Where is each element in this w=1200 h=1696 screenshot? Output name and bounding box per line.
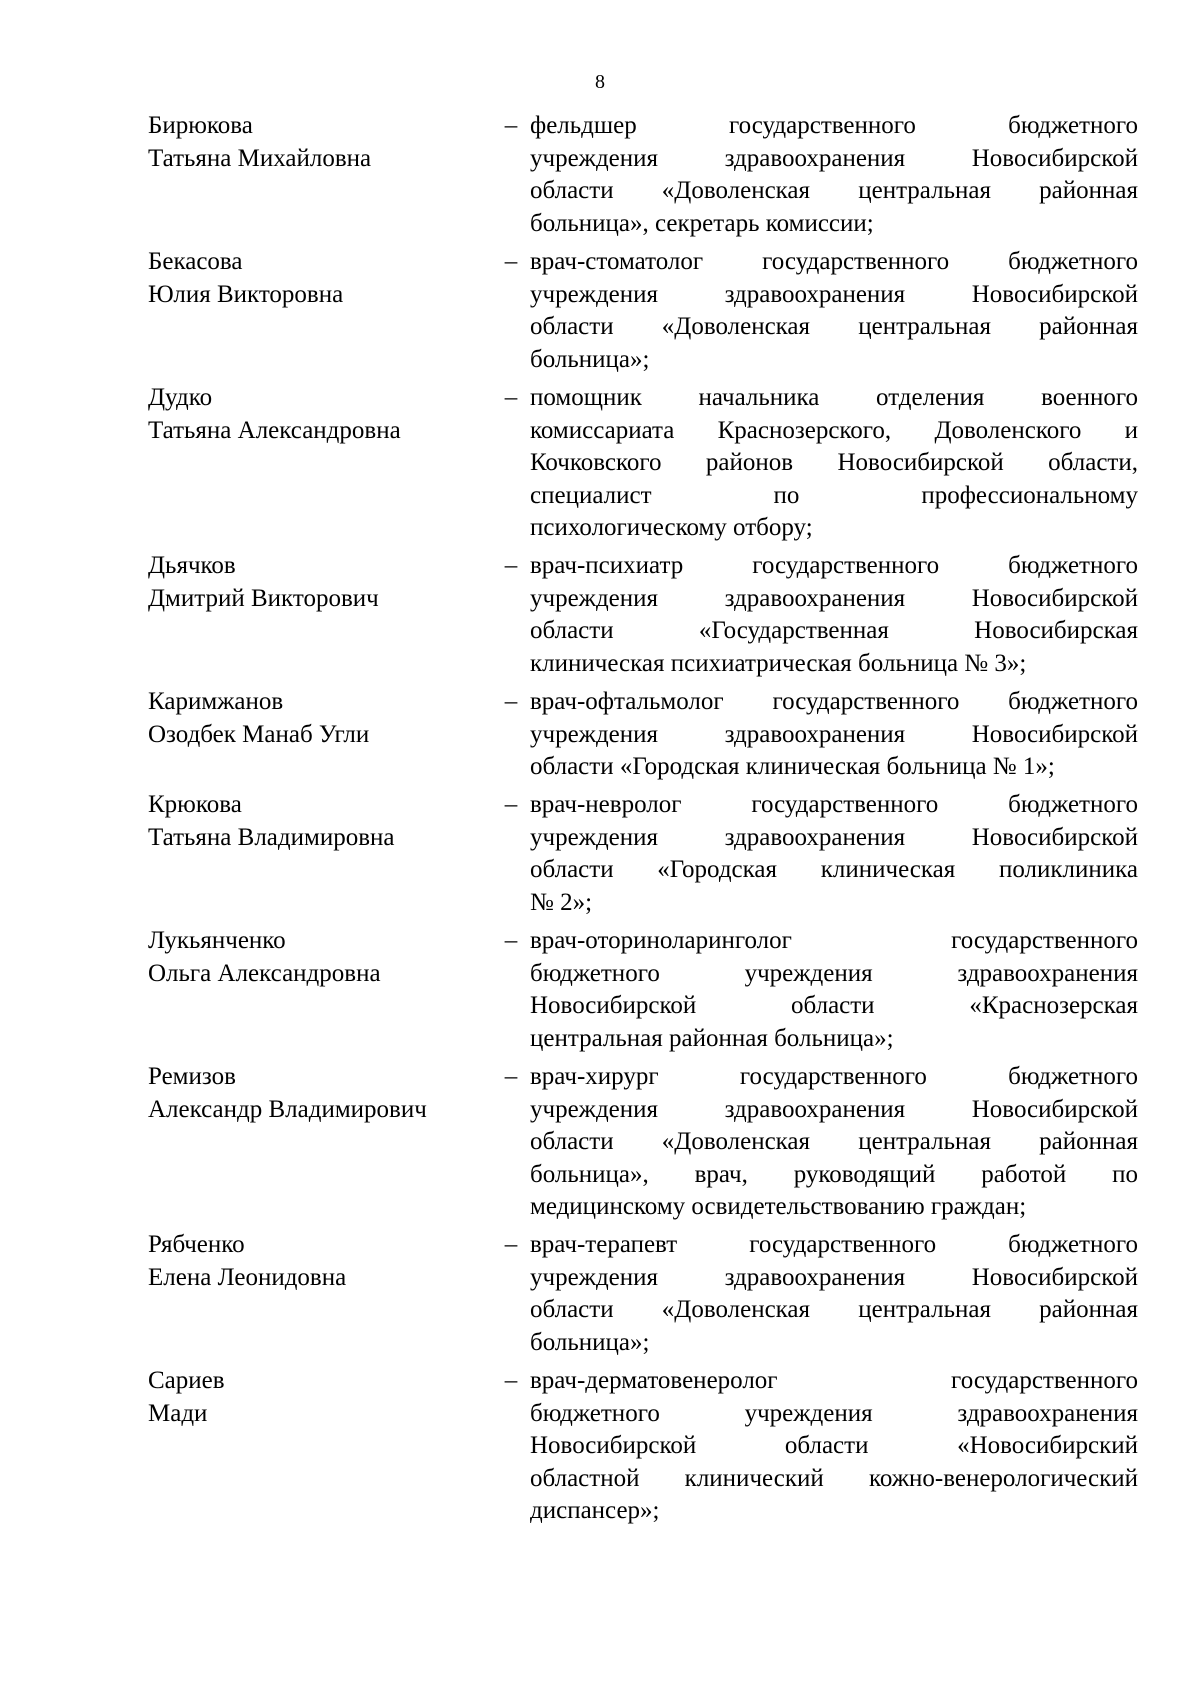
member-position — [530, 686, 1138, 784]
dash-separator: – — [504, 112, 518, 139]
position-line: учреждения здравоохранения Новосибирской — [530, 1263, 1138, 1291]
member-surname: Дудко — [148, 384, 213, 411]
member-name — [148, 550, 488, 615]
member-given-names: Татьяна Александровна — [148, 416, 401, 444]
position-line: Новосибирской области «Краснозерская — [530, 992, 1138, 1019]
member-name — [148, 1061, 488, 1126]
member-position — [530, 382, 1138, 545]
dash-separator: – — [504, 1367, 518, 1394]
member-surname: Крюкова — [148, 791, 242, 818]
position-line: бюджетного учреждения здравоохранения — [530, 959, 1138, 987]
dash-separator: – — [504, 791, 518, 818]
member-given-names: Ольга Александровна — [148, 959, 381, 987]
member-surname: Ремизов — [148, 1063, 236, 1090]
member-position — [530, 1365, 1138, 1528]
position-line: учреждения здравоохранения Новосибирской — [530, 584, 1138, 612]
position-line: медицинскому освидетельствованию граждан; — [530, 1193, 1027, 1220]
position-line: центральная районная больница»; — [530, 1024, 894, 1052]
member-given-names: Юлия Викторовна — [148, 280, 344, 308]
member-given-names: Александр Владимирович — [148, 1095, 427, 1123]
position-line: области «Доволенская центральная районная — [530, 313, 1138, 340]
position-line: Кочковского районов Новосибирской области, — [530, 449, 1138, 476]
position-line: области «Городская клиническая поликлиника — [530, 856, 1138, 883]
member-name — [148, 686, 488, 751]
member-name — [148, 1365, 488, 1430]
member-surname: Бирюкова — [148, 112, 253, 139]
dash-separator: – — [504, 927, 518, 954]
position-line: врач-хирург государственного бюджетного — [530, 1063, 1138, 1090]
member-surname: Рябченко — [148, 1231, 245, 1258]
dash-separator: – — [504, 552, 518, 579]
member-surname: Каримжанов — [148, 688, 284, 715]
dash-separator: – — [504, 688, 518, 715]
position-line: психологическому отбору; — [530, 514, 813, 541]
position-line: фельдшер государственного бюджетного — [530, 112, 1138, 139]
member-position — [530, 789, 1138, 919]
position-line: врач-дерматовенеролог государственного — [530, 1367, 1138, 1394]
member-name — [148, 110, 488, 175]
member-position — [530, 1229, 1138, 1359]
position-line: учреждения здравоохранения Новосибирской — [530, 720, 1138, 748]
member-name — [148, 789, 488, 854]
position-line: врач-невролог государственного бюджетного — [530, 791, 1138, 818]
position-line: области «Городская клиническая больница № 1»; — [530, 753, 1055, 780]
member-position — [530, 246, 1138, 376]
dash-separator: – — [504, 1231, 518, 1258]
position-line: учреждения здравоохранения Новосибирской — [530, 823, 1138, 851]
position-line: врач-терапевт государственного бюджетного — [530, 1231, 1138, 1258]
position-line: учреждения здравоохранения Новосибирской — [530, 1095, 1138, 1123]
member-position — [530, 1061, 1138, 1224]
member-position — [530, 110, 1138, 240]
position-line: комиссариата Краснозерского, Доволенского и — [530, 416, 1138, 444]
position-line: области «Доволенская центральная районная — [530, 177, 1138, 204]
position-line: больница», врач, руководящий работой по — [530, 1160, 1138, 1188]
member-name — [148, 246, 488, 311]
position-line: учреждения здравоохранения Новосибирской — [530, 280, 1138, 308]
member-surname: Сариев — [148, 1367, 225, 1394]
member-given-names: Озодбек Манаб Угли — [148, 720, 370, 748]
position-line: Новосибирской области «Новосибирский — [530, 1432, 1138, 1459]
dash-separator: – — [504, 384, 518, 411]
position-line: клиническая психиатрическая больница № 3»; — [530, 649, 1027, 677]
position-line: врач-психиатр государственного бюджетного — [530, 552, 1138, 579]
member-given-names: Татьяна Владимировна — [148, 823, 395, 851]
position-line: больница»; — [530, 345, 650, 373]
position-line: врач-офтальмолог государственного бюджетного — [530, 688, 1138, 715]
position-line: учреждения здравоохранения Новосибирской — [530, 144, 1138, 172]
position-line: диспансер»; — [530, 1497, 660, 1524]
member-surname: Бекасова — [148, 248, 243, 275]
member-name — [148, 382, 488, 447]
position-line: № 2»; — [530, 888, 593, 916]
position-line: больница», секретарь комиссии; — [530, 209, 874, 237]
position-line: врач-оториноларинголог государственного — [530, 927, 1138, 954]
member-name — [148, 925, 488, 990]
member-surname: Дьячков — [148, 552, 236, 579]
position-line: специалист по профессиональному — [530, 481, 1138, 509]
page-number: 8 — [595, 71, 605, 93]
position-line: помощник начальника отделения военного — [530, 384, 1138, 411]
member-given-names: Дмитрий Викторович — [148, 584, 379, 612]
member-position — [530, 925, 1138, 1055]
position-line: области «Доволенская центральная районная — [530, 1128, 1138, 1155]
member-given-names: Мади — [148, 1399, 208, 1427]
position-line: врач-стоматолог государственного бюджетного — [530, 248, 1138, 275]
member-surname: Лукьянченко — [148, 927, 286, 954]
dash-separator: – — [504, 1063, 518, 1090]
member-given-names: Татьяна Михайловна — [148, 144, 372, 172]
position-line: больница»; — [530, 1328, 650, 1356]
position-line: областной клинический кожно-венерологический — [530, 1464, 1138, 1492]
position-line: бюджетного учреждения здравоохранения — [530, 1399, 1138, 1427]
member-given-names: Елена Леонидовна — [148, 1263, 347, 1291]
member-name — [148, 1229, 488, 1294]
dash-separator: – — [504, 248, 518, 275]
member-position — [530, 550, 1138, 680]
position-line: области «Государственная Новосибирская — [530, 617, 1138, 644]
position-line: области «Доволенская центральная районная — [530, 1296, 1138, 1323]
